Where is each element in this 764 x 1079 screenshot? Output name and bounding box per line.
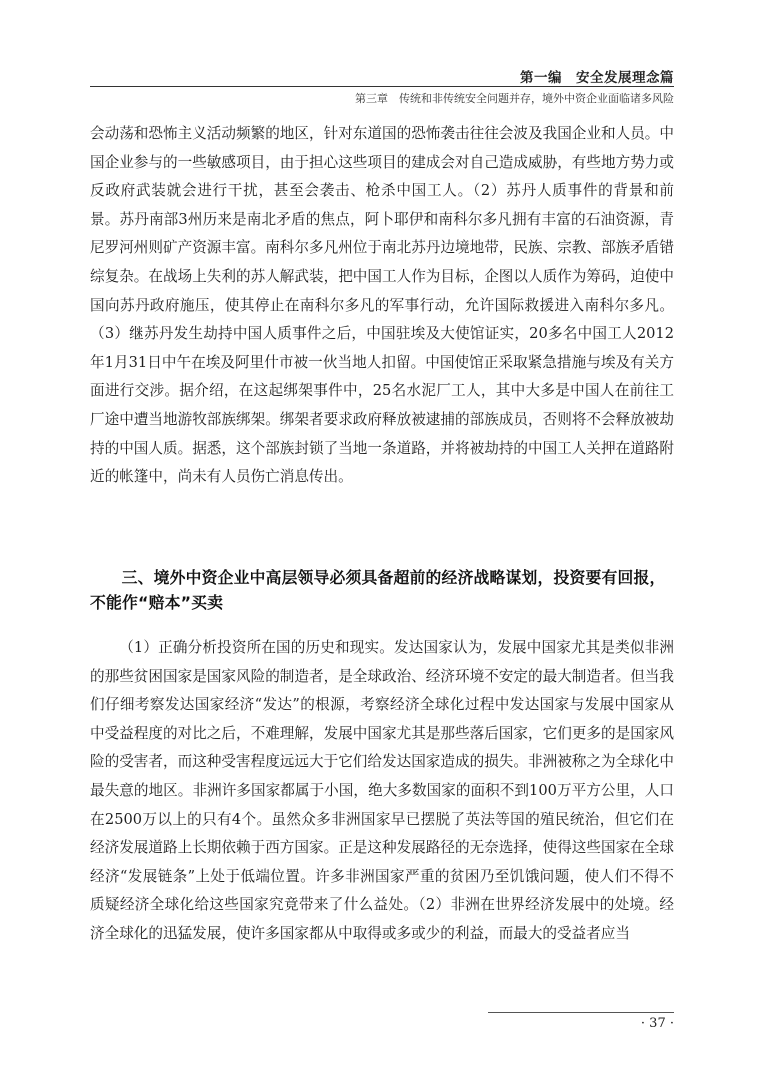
body-paragraph: 会动荡和恐怖主义活动频繁的地区，针对东道国的恐怖袭击往往会波及我国企业和人员。中国企业参与的一些敏感项目，由于担心这些项目的建成会对自己造成威胁，有些地方势力或反政府武装就会进行干扰，甚至会袭击、枪杀中国工人。（2）苏丹人质事件的背景和前景。苏丹南部3州历来是南北矛盾的焦点，阿卜耶伊和南科尔多凡拥有丰富的石油资源，青尼罗河州则矿产资源丰富。南科尔多凡州位于南北苏丹边境地带，民族、宗教、部族矛盾错综复杂。在战场上失利的苏人解武装，把中国工人作为目标，企图以人质作为筹码，迫使中国向苏丹政府施压，使其停止在南科尔多凡的军事行动，允许国际救援进入南科尔多凡。（3）继苏丹发生劫持中国人质事件之后，中国驻埃及大使馆证实，20多名中国工人2012年1月31日中午在埃及阿里什市被一伙当地人扣留。中国使馆正采取紧急措施与埃及有关方面进行交涉。据介绍，在这起绑架事件中，25名水泥厂工人，其中大多是中国人在前往工厂途中遭当地游牧部族绑架。绑架者要求政府释放被逮捕的部族成员，否则将不会释放被劫持的中国人质。据悉，这个部族封锁了当地一条道路，并将被劫持的中国工人关押在道路附近的帐篷中，尚未有人员伤亡消息传出。 [90,125,674,486]
section-heading: 三、境外中资企业中高层领导必须具备超前的经济战略谋划，投资要有回报，不能作“赔本”买卖 [90,568,666,612]
header-divider [90,86,674,87]
running-header-chapter-title: 第三章 传统和非传统安全问题并存，境外中资企业面临诸多风险 [355,92,674,105]
page-number: · 37 · [640,1016,674,1031]
footer-divider [488,1012,674,1013]
body-paragraph: （1）正确分析投资所在国的历史和现实。发达国家认为，发展中国家尤其是类似非洲的那些贫困国家是国家风险的制造者，是全球政治、经济环境不安定的最大制造者。但当我们仔细考察发达国家经济“发达”的根源，考察经济全球化过程中发达国家与发展中国家从中受益程度的对比之后，不难理解，发展中国家尤其是那些落后国家，它们更多的是国家风险的受害者，而这种受害程度远远大于它们给发达国家造成的损失。非洲被称之为全球化中最失意的地区。非洲许多国家都属于小国，绝大多数国家的面积不到100万平方公里，人口在2500万以上的只有4个。虽然众多非洲国家早已摆脱了英法等国的殖民统治，但它们在经济发展道路上长期依赖于西方国家。正是这种发展路径的无奈选择，使得这些国家在全球经济“发展链条”上处于低端位置。许多非洲国家严重的贫困乃至饥饿问题，使人们不得不质疑经济全球化给这些国家究竟带来了什么益处。（2）非洲在世界经济发展中的处境。经济全球化的迅猛发展，使许多国家都从中取得或多或少的利益，而最大的受益者应当 [90,639,674,942]
running-header-part-title: 第一编 安全发展理念篇 [520,70,674,86]
